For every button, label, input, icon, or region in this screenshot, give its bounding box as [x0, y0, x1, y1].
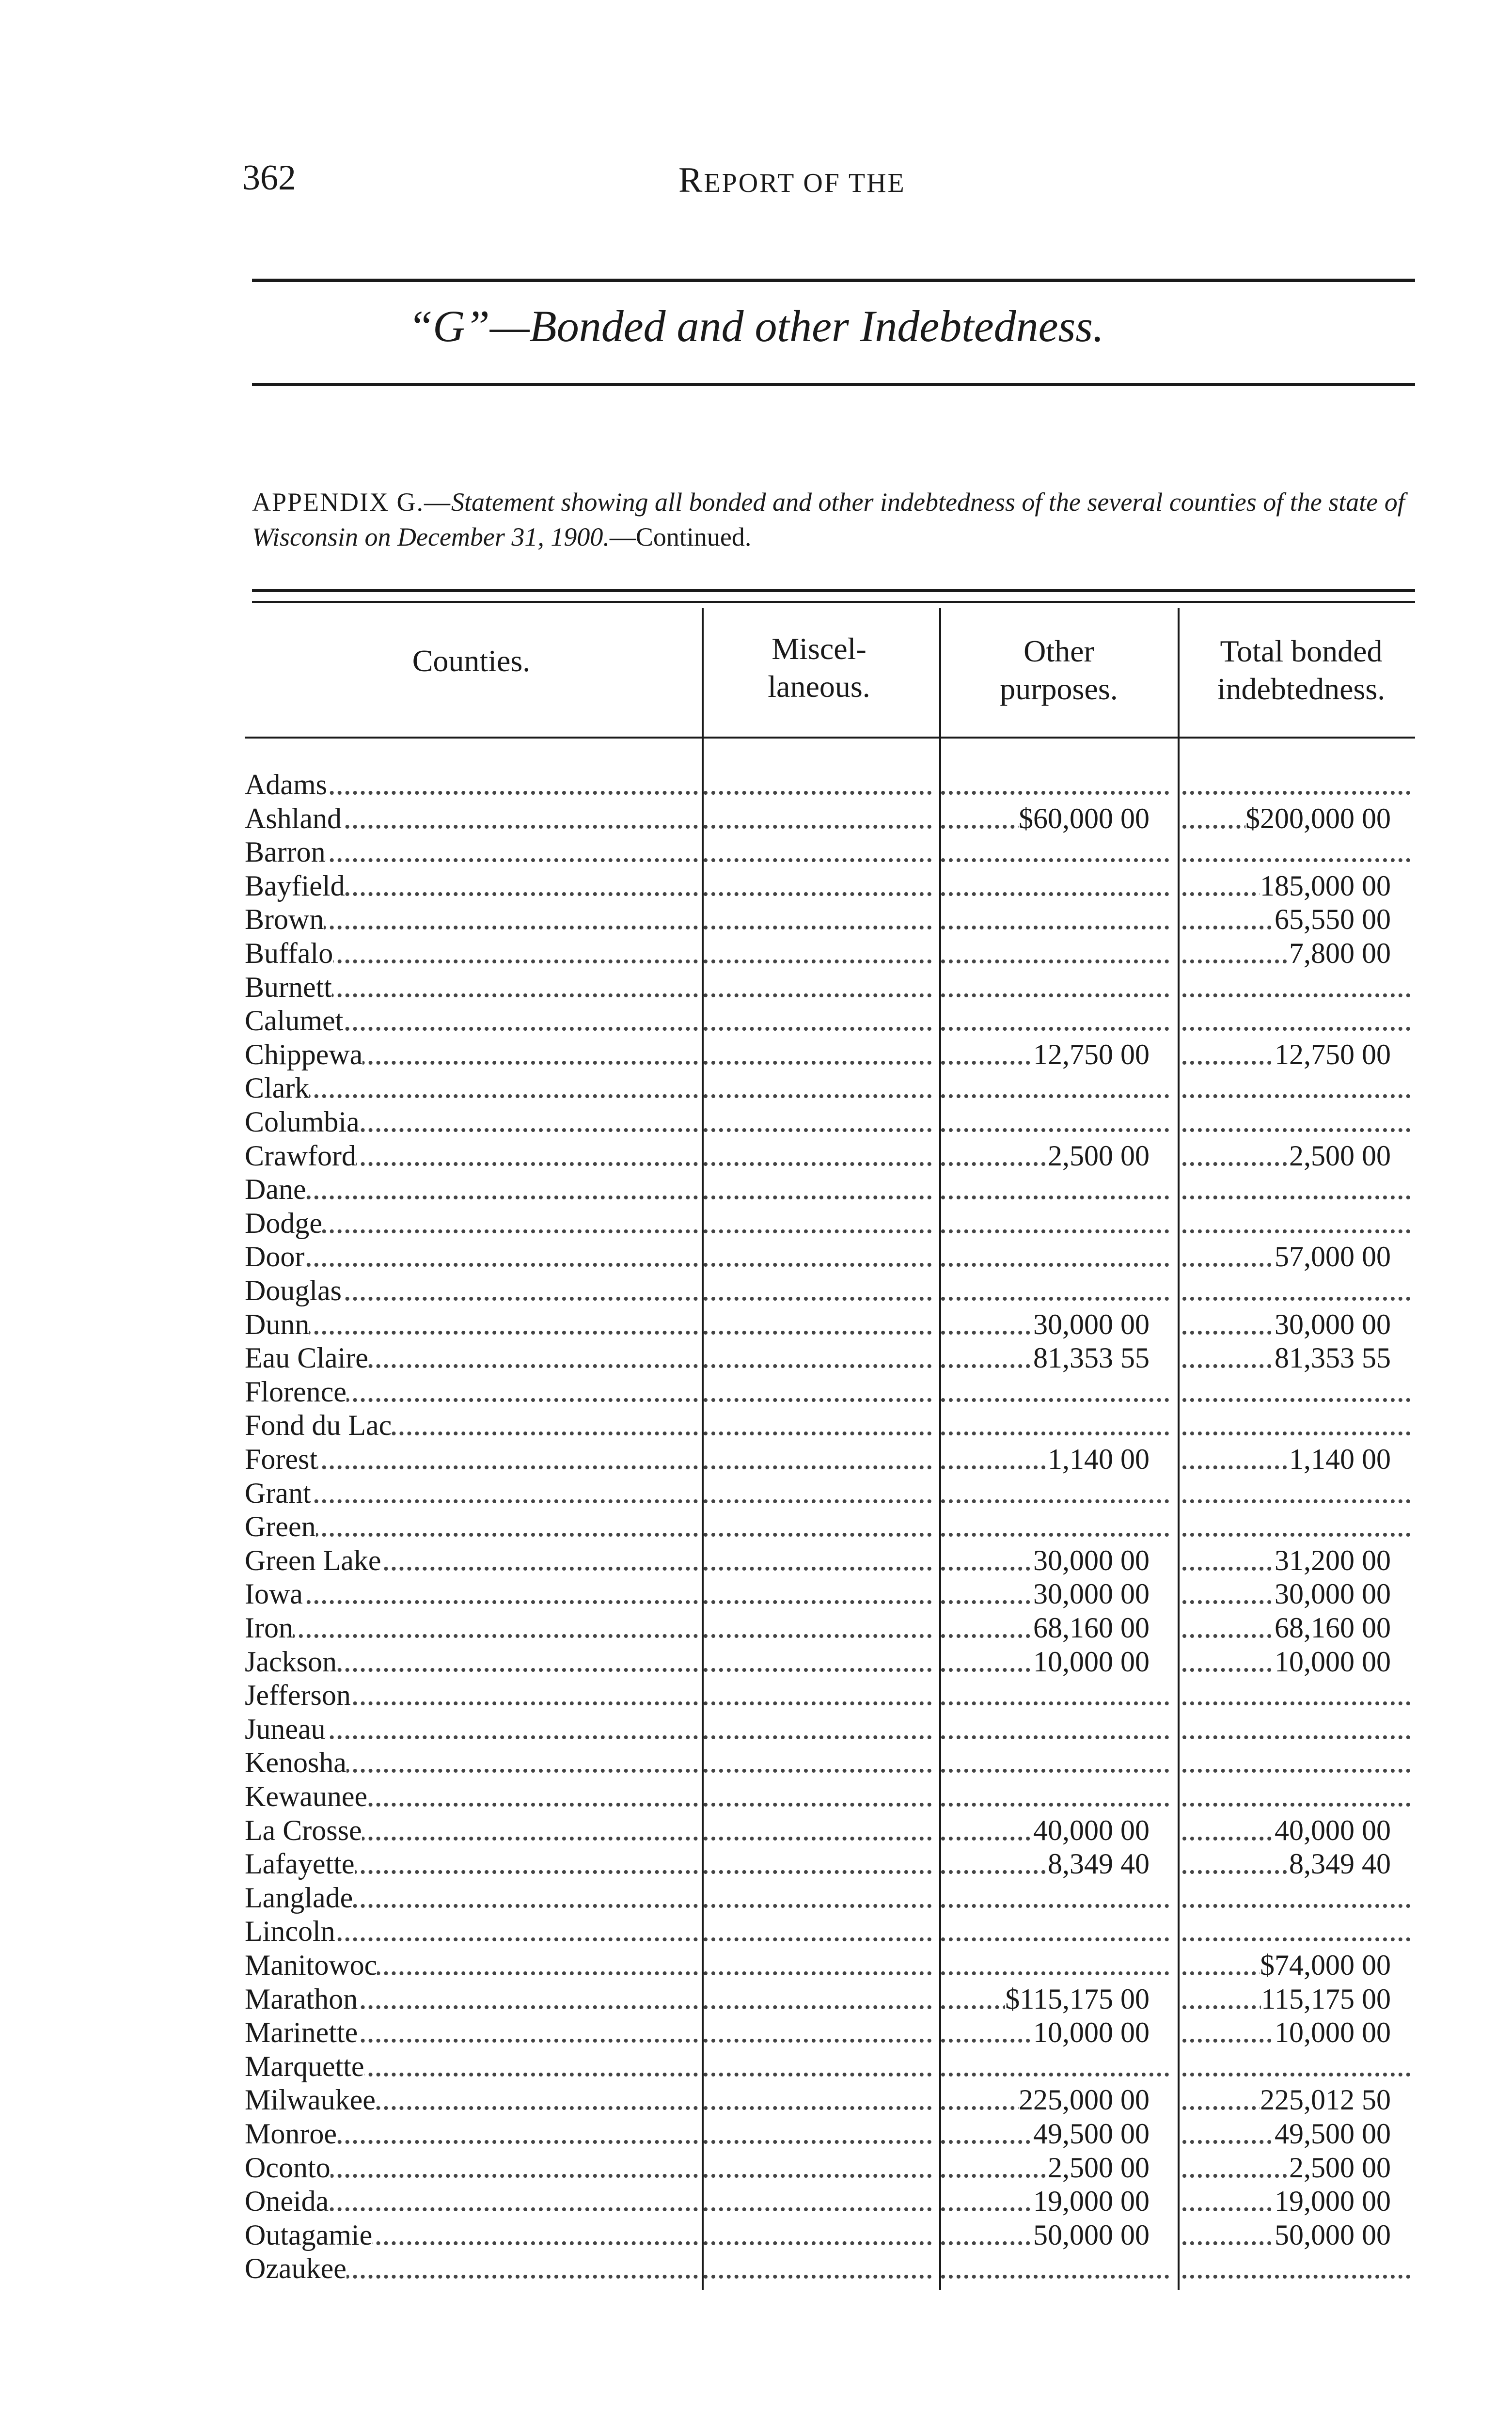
miscellaneous-cell [704, 937, 931, 970]
table-row [0, 1746, 1512, 1779]
county-name-cell: Florence [245, 1375, 698, 1409]
miscellaneous-cell [704, 903, 931, 936]
miscellaneous-cell [704, 971, 931, 1004]
total-bonded-cell [1182, 2050, 1410, 2083]
miscellaneous-cell [704, 1544, 931, 1577]
other-purposes-cell [941, 1004, 1169, 1038]
miscellaneous-cell [704, 2117, 931, 2151]
table-row [0, 1577, 1512, 1611]
county-name-cell: Kewaunee [245, 1780, 698, 1813]
miscellaneous-cell [704, 1645, 931, 1679]
table-row [0, 1443, 1512, 1476]
other-purposes-cell: 30,000 00 [941, 1544, 1169, 1577]
total-bonded-cell [1182, 1173, 1410, 1206]
total-bonded-cell [1182, 1375, 1410, 1409]
total-bonded-cell: 19,000 00 [1182, 2185, 1410, 2218]
other-purposes-cell [941, 869, 1169, 903]
other-purposes-cell [941, 1207, 1169, 1240]
other-purposes-cell: 68,160 00 [941, 1611, 1169, 1645]
table-row [0, 1409, 1512, 1442]
other-purposes-cell: 10,000 00 [941, 1645, 1169, 1679]
other-purposes-cell [941, 1240, 1169, 1274]
table-row [0, 1544, 1512, 1577]
county-name-cell: Crawford [245, 1139, 698, 1173]
county-name-cell: Dane [245, 1173, 698, 1206]
total-bonded-cell: 30,000 00 [1182, 1308, 1410, 1341]
table-row [0, 903, 1512, 936]
total-bonded-cell [1182, 1105, 1410, 1139]
county-name-cell: Marinette [245, 2016, 698, 2049]
total-bonded-cell: 8,349 40 [1182, 1847, 1410, 1881]
other-purposes-cell: $60,000 00 [941, 802, 1169, 835]
county-name-cell: Dodge [245, 1207, 698, 1240]
miscellaneous-cell [704, 2050, 931, 2083]
county-name-cell: Barron [245, 835, 698, 869]
county-name-cell: Fond du Lac [245, 1409, 698, 1442]
total-bonded-cell: 65,550 00 [1182, 903, 1410, 936]
total-bonded-cell [1182, 768, 1410, 802]
miscellaneous-cell [704, 2218, 931, 2252]
other-purposes-cell: 2,500 00 [941, 1139, 1169, 1173]
miscellaneous-cell [704, 1341, 931, 1375]
miscellaneous-cell [704, 1510, 931, 1543]
county-name-cell: Dunn [245, 1308, 698, 1341]
county-name-cell: Lincoln [245, 1915, 698, 1948]
county-name-cell: Chippewa [245, 1038, 698, 1071]
miscellaneous-cell [704, 1611, 931, 1645]
total-bonded-cell [1182, 1510, 1410, 1543]
other-purposes-cell [941, 1915, 1169, 1948]
other-purposes-cell: 2,500 00 [941, 2151, 1169, 2185]
other-purposes-cell: 30,000 00 [941, 1577, 1169, 1611]
other-purposes-cell [941, 971, 1169, 1004]
table-row [0, 2151, 1512, 2185]
total-bonded-cell [1182, 971, 1410, 1004]
table-row [0, 1139, 1512, 1173]
county-name-cell: Manitowoc [245, 1949, 698, 1982]
table-row [0, 768, 1512, 802]
table-row [0, 1240, 1512, 1274]
other-purposes-cell [941, 937, 1169, 970]
miscellaneous-cell [704, 768, 931, 802]
table-row [0, 2218, 1512, 2252]
county-name-cell: Forest [245, 1443, 698, 1476]
miscellaneous-cell [704, 1105, 931, 1139]
miscellaneous-cell [704, 869, 931, 903]
column-header-total-bonded: Total bonded indebtedness. [1217, 634, 1386, 706]
total-bonded-cell [1182, 2252, 1410, 2285]
column-header-other-purposes: Other purposes. [1000, 634, 1118, 706]
table-row [0, 2185, 1512, 2218]
page-number: 362 [242, 158, 296, 198]
table-row [0, 802, 1512, 835]
other-purposes-cell [941, 768, 1169, 802]
total-bonded-cell: 2,500 00 [1182, 1139, 1410, 1173]
total-bonded-cell: 2,500 00 [1182, 2151, 1410, 2185]
other-purposes-cell [941, 1949, 1169, 1982]
total-bonded-cell: 185,000 00 [1182, 869, 1410, 903]
county-name-cell: Grant [245, 1477, 698, 1510]
table-row [0, 1308, 1512, 1341]
miscellaneous-cell [704, 2185, 931, 2218]
table-row [0, 1982, 1512, 2016]
county-name-cell: Jefferson [245, 1679, 698, 1712]
miscellaneous-cell [704, 1308, 931, 1341]
county-name-cell: Eau Claire [245, 1341, 698, 1375]
other-purposes-cell [941, 1713, 1169, 1746]
table-row [0, 1915, 1512, 1948]
running-head-rest: EPORT OF THE [704, 168, 906, 198]
total-bonded-cell: $74,000 00 [1182, 1949, 1410, 1982]
header-bottom-rule [245, 737, 1415, 739]
table-row [0, 1847, 1512, 1881]
county-name-cell: Brown [245, 903, 698, 936]
miscellaneous-cell [704, 1814, 931, 1847]
total-bonded-cell: 1,140 00 [1182, 1443, 1410, 1476]
county-name-cell: Clark [245, 1071, 698, 1105]
caption-lead: APPENDIX G.— [252, 488, 452, 517]
other-purposes-cell [941, 1477, 1169, 1510]
table-row [0, 2252, 1512, 2285]
county-name-cell: Oconto [245, 2151, 698, 2185]
table-row [0, 1173, 1512, 1206]
table-row [0, 971, 1512, 1004]
miscellaneous-cell [704, 1443, 931, 1476]
county-name-cell: Green Lake [245, 1544, 698, 1577]
county-name-cell: Buffalo [245, 937, 698, 970]
table-row [0, 2117, 1512, 2151]
table-row [0, 1207, 1512, 1240]
table-row [0, 1780, 1512, 1813]
total-bonded-cell: 57,000 00 [1182, 1240, 1410, 1274]
other-purposes-cell [941, 1510, 1169, 1543]
total-bonded-cell [1182, 1780, 1410, 1813]
total-bonded-cell: 40,000 00 [1182, 1814, 1410, 1847]
table-row [0, 1679, 1512, 1712]
county-name-cell: Monroe [245, 2117, 698, 2151]
county-name-cell: Douglas [245, 1274, 698, 1307]
county-name-cell: Door [245, 1240, 698, 1274]
total-bonded-cell: 115,175 00 [1182, 1982, 1410, 2016]
total-bonded-cell: 7,800 00 [1182, 937, 1410, 970]
table-row [0, 1949, 1512, 1982]
county-name-cell: Iron [245, 1611, 698, 1645]
table-row [0, 1004, 1512, 1038]
total-bonded-cell: 30,000 00 [1182, 1577, 1410, 1611]
total-bonded-cell [1182, 1713, 1410, 1746]
county-name-cell: La Crosse [245, 1814, 698, 1847]
table-row [0, 1341, 1512, 1375]
miscellaneous-cell [704, 2016, 931, 2049]
county-name-cell: Lafayette [245, 1847, 698, 1881]
other-purposes-cell: $115,175 00 [941, 1982, 1169, 2016]
miscellaneous-cell [704, 1477, 931, 1510]
county-name-cell: Bayfield [245, 869, 698, 903]
table-row [0, 1611, 1512, 1645]
total-bonded-cell [1182, 1746, 1410, 1779]
total-bonded-cell [1182, 1004, 1410, 1038]
other-purposes-cell [941, 1409, 1169, 1442]
total-bonded-cell: 68,160 00 [1182, 1611, 1410, 1645]
table-row [0, 1477, 1512, 1510]
other-purposes-cell [941, 2050, 1169, 2083]
county-name-cell: Jackson [245, 1645, 698, 1679]
miscellaneous-cell [704, 1713, 931, 1746]
miscellaneous-cell [704, 1274, 931, 1307]
table-row [0, 2016, 1512, 2049]
miscellaneous-cell [704, 802, 931, 835]
county-name-cell: Calumet [245, 1004, 698, 1038]
table-row [0, 1071, 1512, 1105]
total-bonded-cell: 10,000 00 [1182, 2016, 1410, 2049]
other-purposes-cell: 10,000 00 [941, 2016, 1169, 2049]
miscellaneous-cell [704, 2252, 931, 2285]
other-purposes-cell: 12,750 00 [941, 1038, 1169, 1071]
total-bonded-cell [1182, 1207, 1410, 1240]
county-name-cell: Langlade [245, 1881, 698, 1915]
miscellaneous-cell [704, 1173, 931, 1206]
table-row [0, 1713, 1512, 1746]
other-purposes-cell [941, 1105, 1169, 1139]
miscellaneous-cell [704, 1004, 931, 1038]
table-row [0, 1105, 1512, 1139]
table-row [0, 2083, 1512, 2117]
caption-tail: —Continued. [609, 522, 752, 551]
table-row [0, 937, 1512, 970]
county-name-cell: Iowa [245, 1577, 698, 1611]
other-purposes-cell [941, 903, 1169, 936]
other-purposes-cell: 40,000 00 [941, 1814, 1169, 1847]
total-bonded-cell: 50,000 00 [1182, 2218, 1410, 2252]
total-bonded-cell [1182, 1477, 1410, 1510]
table-row [0, 835, 1512, 869]
total-bonded-cell: 81,353 55 [1182, 1341, 1410, 1375]
miscellaneous-cell [704, 1409, 931, 1442]
miscellaneous-cell [704, 1071, 931, 1105]
miscellaneous-cell [704, 1038, 931, 1071]
other-purposes-cell [941, 2252, 1169, 2285]
miscellaneous-cell [704, 835, 931, 869]
total-bonded-cell [1182, 1881, 1410, 1915]
county-name-cell: Juneau [245, 1713, 698, 1746]
county-name-cell: Adams [245, 768, 698, 802]
miscellaneous-cell [704, 1746, 931, 1779]
miscellaneous-cell [704, 1881, 931, 1915]
other-purposes-cell [941, 1071, 1169, 1105]
miscellaneous-cell [704, 2083, 931, 2117]
other-purposes-cell [941, 1746, 1169, 1779]
other-purposes-cell: 50,000 00 [941, 2218, 1169, 2252]
caption-text: Statement showing all bonded and other indebtedness of the several counties of the state of Wisconsin on December 31, 1900. [252, 488, 1405, 551]
total-bonded-cell: 225,012 50 [1182, 2083, 1410, 2117]
section-title: “G”—Bonded and other Indebtedness. [408, 301, 1104, 351]
county-name-cell: Kenosha [245, 1746, 698, 1779]
county-name-cell: Milwaukee [245, 2083, 698, 2117]
miscellaneous-cell [704, 1139, 931, 1173]
table-row [0, 1814, 1512, 1847]
other-purposes-cell: 81,353 55 [941, 1341, 1169, 1375]
other-purposes-cell [941, 1173, 1169, 1206]
miscellaneous-cell [704, 2151, 931, 2185]
total-bonded-cell: 31,200 00 [1182, 1544, 1410, 1577]
table-row [0, 1038, 1512, 1071]
table-row [0, 1645, 1512, 1679]
table-row [0, 2050, 1512, 2083]
other-purposes-cell [941, 1375, 1169, 1409]
total-bonded-cell [1182, 835, 1410, 869]
miscellaneous-cell [704, 1982, 931, 2016]
total-bonded-cell [1182, 1274, 1410, 1307]
miscellaneous-cell [704, 1679, 931, 1712]
miscellaneous-cell [704, 1240, 931, 1274]
miscellaneous-cell [704, 1915, 931, 1948]
county-name-cell: Marathon [245, 1982, 698, 2016]
other-purposes-cell: 19,000 00 [941, 2185, 1169, 2218]
miscellaneous-cell [704, 1577, 931, 1611]
other-purposes-cell [941, 1881, 1169, 1915]
other-purposes-cell [941, 1780, 1169, 1813]
column-header-miscellaneous: Miscel- laneous. [768, 631, 870, 704]
county-name-cell: Oneida [245, 2185, 698, 2218]
table-row [0, 1510, 1512, 1543]
county-name-cell: Ozaukee [245, 2252, 698, 2285]
total-bonded-cell: 12,750 00 [1182, 1038, 1410, 1071]
other-purposes-cell: 8,349 40 [941, 1847, 1169, 1881]
table-row [0, 1375, 1512, 1409]
miscellaneous-cell [704, 1780, 931, 1813]
other-purposes-cell: 225,000 00 [941, 2083, 1169, 2117]
county-name-cell: Outagamie [245, 2218, 698, 2252]
other-purposes-cell [941, 1274, 1169, 1307]
running-head-cap: R [678, 160, 704, 200]
county-name-cell: Burnett [245, 971, 698, 1004]
column-header-counties: Counties. [412, 644, 531, 678]
county-name-cell: Columbia [245, 1105, 698, 1139]
miscellaneous-cell [704, 1207, 931, 1240]
county-name-cell: Marquette [245, 2050, 698, 2083]
county-name-cell: Green [245, 1510, 698, 1543]
total-bonded-cell [1182, 1409, 1410, 1442]
table-header [0, 0, 1512, 737]
total-bonded-cell: 10,000 00 [1182, 1645, 1410, 1679]
total-bonded-cell [1182, 1071, 1410, 1105]
table-row [0, 1881, 1512, 1915]
county-name-cell: Ashland [245, 802, 698, 835]
other-purposes-cell [941, 1679, 1169, 1712]
total-bonded-cell: 49,500 00 [1182, 2117, 1410, 2151]
total-bonded-cell [1182, 1679, 1410, 1712]
table-row [0, 1274, 1512, 1307]
total-bonded-cell [1182, 1915, 1410, 1948]
other-purposes-cell: 30,000 00 [941, 1308, 1169, 1341]
total-bonded-cell: $200,000 00 [1182, 802, 1410, 835]
miscellaneous-cell [704, 1847, 931, 1881]
miscellaneous-cell [704, 1375, 931, 1409]
miscellaneous-cell [704, 1949, 931, 1982]
table-row [0, 869, 1512, 903]
other-purposes-cell [941, 835, 1169, 869]
other-purposes-cell: 1,140 00 [941, 1443, 1169, 1476]
other-purposes-cell: 49,500 00 [941, 2117, 1169, 2151]
